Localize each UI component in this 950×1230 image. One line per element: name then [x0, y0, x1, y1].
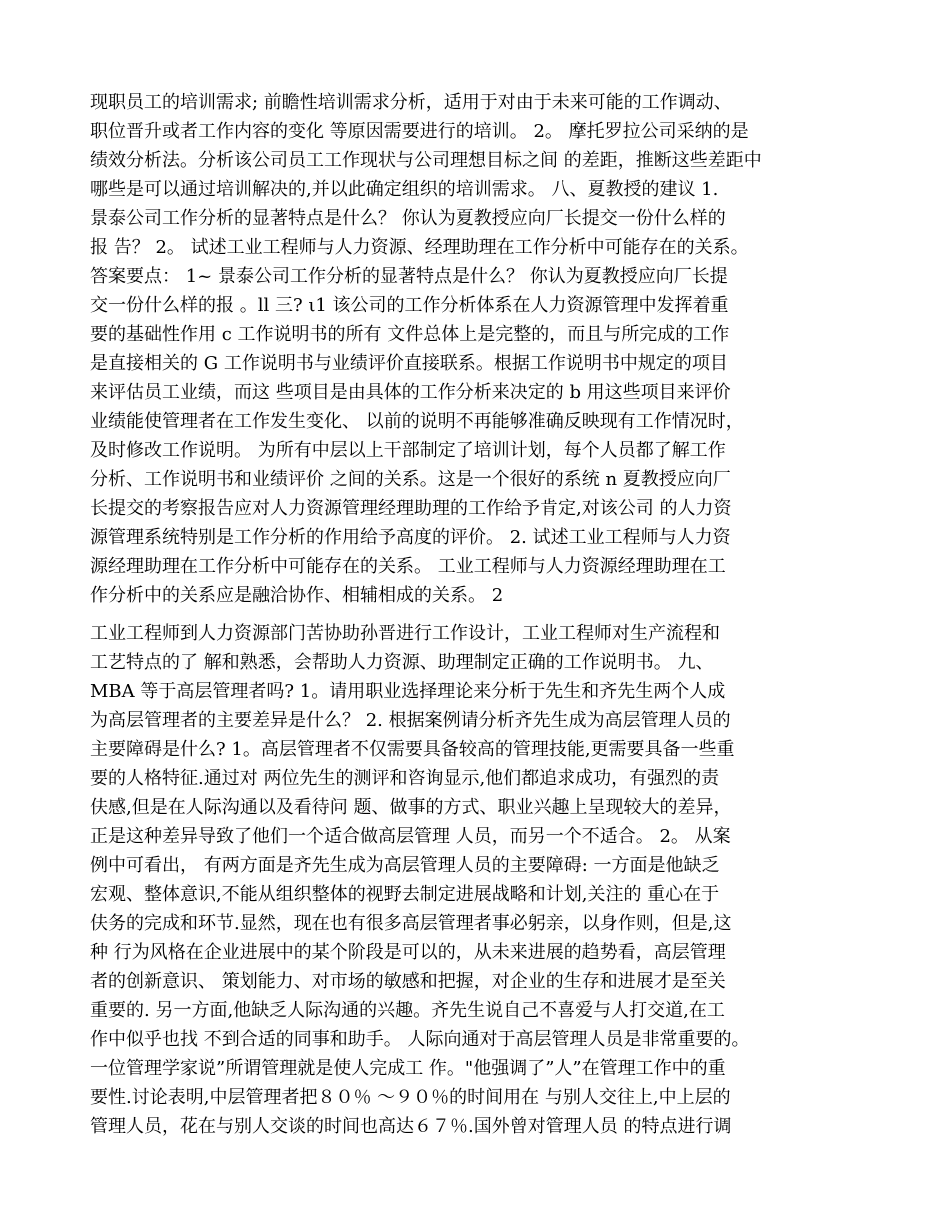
paragraph-1	[90, 88, 890, 610]
text-line: 分析、工作说明书和业绩评价 之间的关系。这是一个很好的系统 n 夏教授应向厂	[90, 469, 731, 490]
text-line: 要的基础性作用 c 工作说明书的所有 文件总体上是完整的，而且与所完成的工作	[90, 324, 730, 345]
text-line: 职位晋升或者工作内容的变化 等原因需要进行的培训。 2。 摩托罗拉公司采纳的是	[90, 121, 749, 142]
text-line: 及时修改工作说明。 为所有中层以上干部制定了培训计划，每个人员都了解工作	[90, 440, 726, 461]
text-line: 伕务的完成和环节.显然，现在也有很多高层管理者事必躬亲，以身作则，但是,这	[90, 913, 732, 934]
text-line: 为高层管理者的主要差异是什么？ 2. 根据案例请分析齐先生成为高层管理人员的	[90, 710, 731, 731]
text-line: 是直接相关的 G 工作说明书与业绩评价直接联系。根据工作说明书中规定的项目	[90, 353, 728, 374]
text-line: 要的人格特征.通过对 两位先生的测评和咨询显示,他们都追求成功，有强烈的责	[90, 768, 720, 789]
text-line: 要性.讨论表明,中层管理者把８０％ ～９０％的时间用在 与别人交往上,中上层的	[90, 1087, 731, 1108]
text-line: 作中似乎也找 不到合适的同事和助手。 人际向通对于高层管理人员是非常重要的。	[90, 1029, 750, 1050]
text-line: 宏观、整体意识,不能从组织整体的视野去制定进展战略和计划,关注的 重心在于	[90, 884, 720, 905]
text-line: 管理人员，花在与别人交谈的时间也高达６７％.国外曾对管理人员 的特点进行调	[90, 1116, 732, 1137]
text-line: 伕感,但是在人际沟通以及看待问 题、做事的方式、职业兴趣上呈现较大的差异，	[90, 797, 732, 818]
text-line: 工业工程师到人力资源部门苦协助孙晋进行工作设计，工业工程师对生产流程和	[90, 623, 720, 644]
text-line: 业绩能使管理者在工作发生变化、 以前的说明不再能够准确反映现有工作情况时，	[90, 411, 744, 432]
text-line: MBA 等于高层管理者吗? 1。请用职业选择理论来分析于先生和齐先生两个人成	[90, 681, 726, 702]
text-line: 交一份什么样的报 。ll 三? ι1 该公司的工作分析体系在人力资源管理中发挥着重	[90, 295, 729, 316]
text-line: 哪些是可以通过培训解决的,并以此确定组织的培训需求。 八、夏教授的建议 1.	[90, 179, 719, 200]
text-line: 主要障碍是什么? 1。高层管理者不仅需要具备较高的管理技能,更需要具备一些重	[90, 739, 735, 760]
text-line: 答案要点： 1~ 景泰公司工作分析的显著特点是什么？ 你认为夏教授应向厂长提	[90, 266, 728, 287]
text-line: 源管理系统特别是工作分析的作用给予高度的评价。 2. 试述工业工程师与人力资	[90, 527, 731, 548]
text-line: 景泰公司工作分析的显著特点是什么？ 你认为夏教授应向厂长提交一份什么样的	[90, 208, 726, 229]
text-line: 绩效分析法。分析该公司员工工作现状与公司理想目标之间 的差距，推断这些差距中	[90, 150, 762, 171]
text-line: 报 告？ 2。 试述工业工程师与人力资源、经理助理在工作分析中可能存在的关系。	[90, 237, 749, 258]
text-line: 种 行为风格在企业进展中的某个阶段是可以的，从未来进展的趋势看，高层管理	[90, 942, 726, 963]
text-line: 长提交的考察报告应对人力资源管理经理助理的工作给予肯定,对该公司 的人力资	[90, 498, 732, 519]
text-line: 现职员工的培训需求; 前瞻性培训需求分析，适用于对由于未来可能的工作调动、	[90, 92, 732, 113]
text-line: 一位管理学家说”所谓管理就是使人完成工 作。"他强调了”人”在管理工作中的重	[90, 1058, 726, 1079]
text-line: 源经理助理在工作分析中可能存在的关系。 工业工程师与人力资源经理助理在工	[90, 556, 726, 577]
text-line: 例中可看出， 有两方面是齐先生成为高层管理人员的主要障碍: 一方面是他缺乏	[90, 855, 720, 876]
text-line: 工艺特点的了 解和熟悉，会帮助人力资源、助理制定正确的工作说明书。 九、	[90, 652, 714, 673]
text-line: 重要的. 另一方面,他缺乏人际沟通的兴趣。齐先生说自己不喜爱与人打交道,在工	[90, 1000, 725, 1021]
text-line: 来评估员工业绩，而这 些项目是由具体的工作分析来决定的 b 用这些项目来评价	[90, 382, 731, 403]
paragraph-2	[90, 619, 890, 1141]
text-line: 正是这种差异导致了他们一个适合做高层管理 人员，而另一个不适合。 2。 从案	[90, 826, 731, 847]
text-line: 者的创新意识、 策划能力、对市场的敏感和把握，对企业的生存和进展才是至关	[90, 971, 726, 992]
text-line: 作分析中的关系应是融洽协作、相辅相成的关系。 2	[90, 585, 504, 606]
